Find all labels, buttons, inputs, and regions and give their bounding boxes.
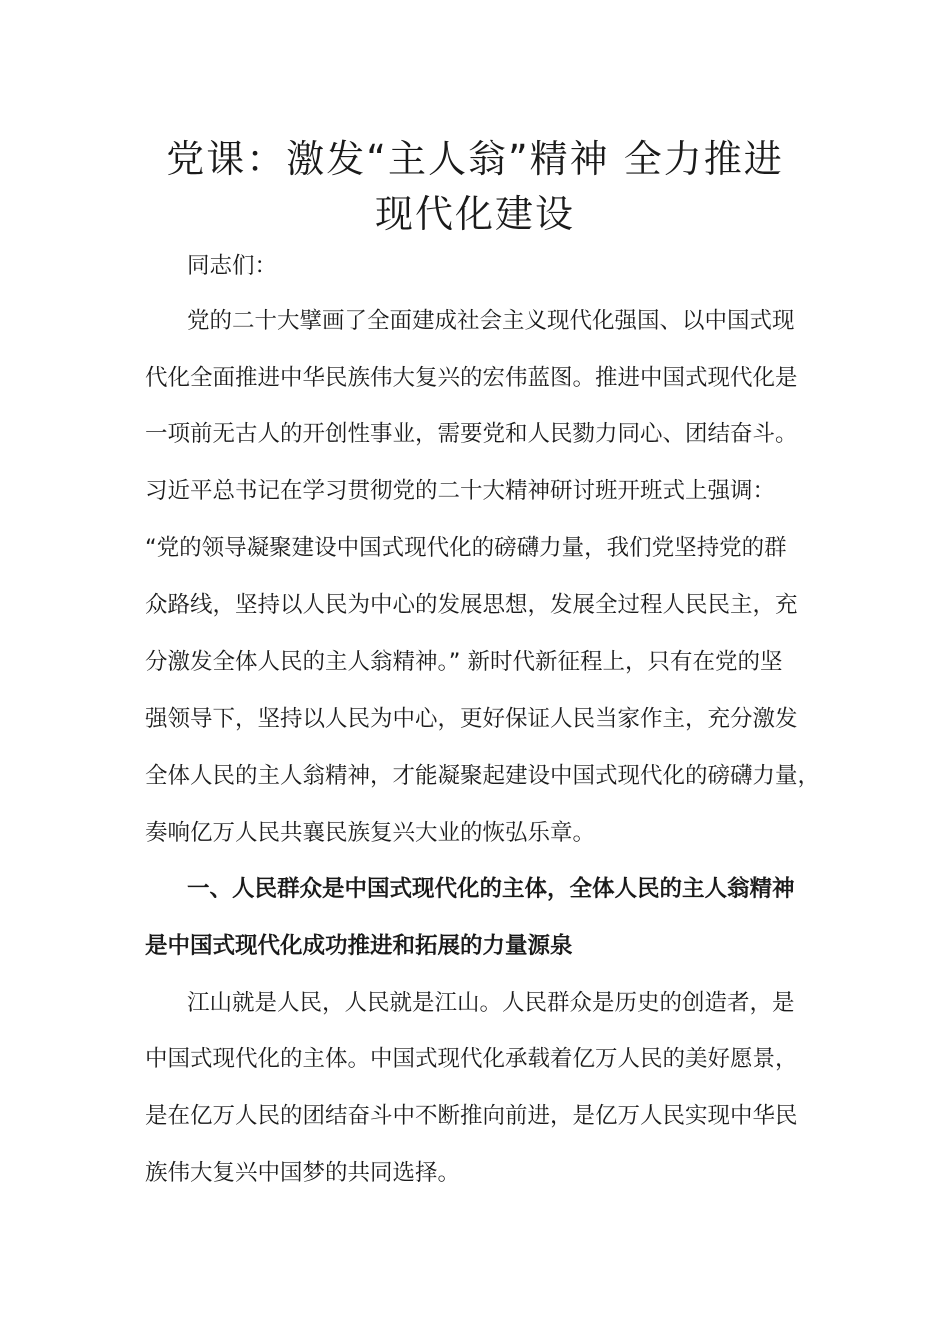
paragraph-line: 族伟大复兴中国梦的共同选择。	[145, 1160, 461, 1186]
paragraph-line: 是在亿万人民的团结奋斗中不断推向前进，是亿万人民实现中华民	[145, 1103, 798, 1129]
section-heading-line: 是中国式现代化成功推进和拓展的力量源泉	[145, 933, 573, 959]
paragraph-line: 江山就是人民，人民就是江山。人民群众是历史的创造者，是	[187, 990, 795, 1016]
title-line-1: 党课：激发“主人翁”精神 全力推进	[166, 137, 784, 181]
paragraph-line: 中国式现代化的主体。中国式现代化承载着亿万人民的美好愿景，	[145, 1046, 798, 1072]
title-line-2: 现代化建设	[374, 192, 575, 236]
paragraph-line: 代化全面推进中华民族伟大复兴的宏伟蓝图。推进中国式现代化是	[145, 365, 798, 391]
paragraph-line: 一项前无古人的开创性事业，需要党和人民勠力同心、团结奋斗。	[145, 421, 798, 447]
salutation: 同志们：	[187, 253, 278, 279]
paragraph-line: 分激发全体人民的主人翁精神。” 新时代新征程上，只有在党的坚	[145, 649, 783, 675]
paragraph-line: 党的二十大擘画了全面建成社会主义现代化强国、以中国式现	[187, 308, 795, 334]
paragraph-line: 习近平总书记在学习贯彻党的二十大精神研讨班开班式上强调：	[145, 478, 776, 504]
paragraph-line: 强领导下，坚持以人民为中心，更好保证人民当家作主，充分激发	[145, 706, 798, 732]
paragraph-line: “党的领导凝聚建设中国式现代化的磅礴力量，我们党坚持党的群	[145, 535, 787, 561]
section-heading-line: 一、人民群众是中国式现代化的主体，全体人民的主人翁精神	[187, 876, 795, 902]
paragraph-line: 奏响亿万人民共襄民族复兴大业的恢弘乐章。	[145, 820, 596, 846]
paragraph-line: 众路线，坚持以人民为中心的发展思想，发展全过程人民民主，充	[145, 592, 798, 618]
paragraph-line: 全体人民的主人翁精神，才能凝聚起建设中国式现代化的磅礴力量，	[145, 763, 821, 789]
